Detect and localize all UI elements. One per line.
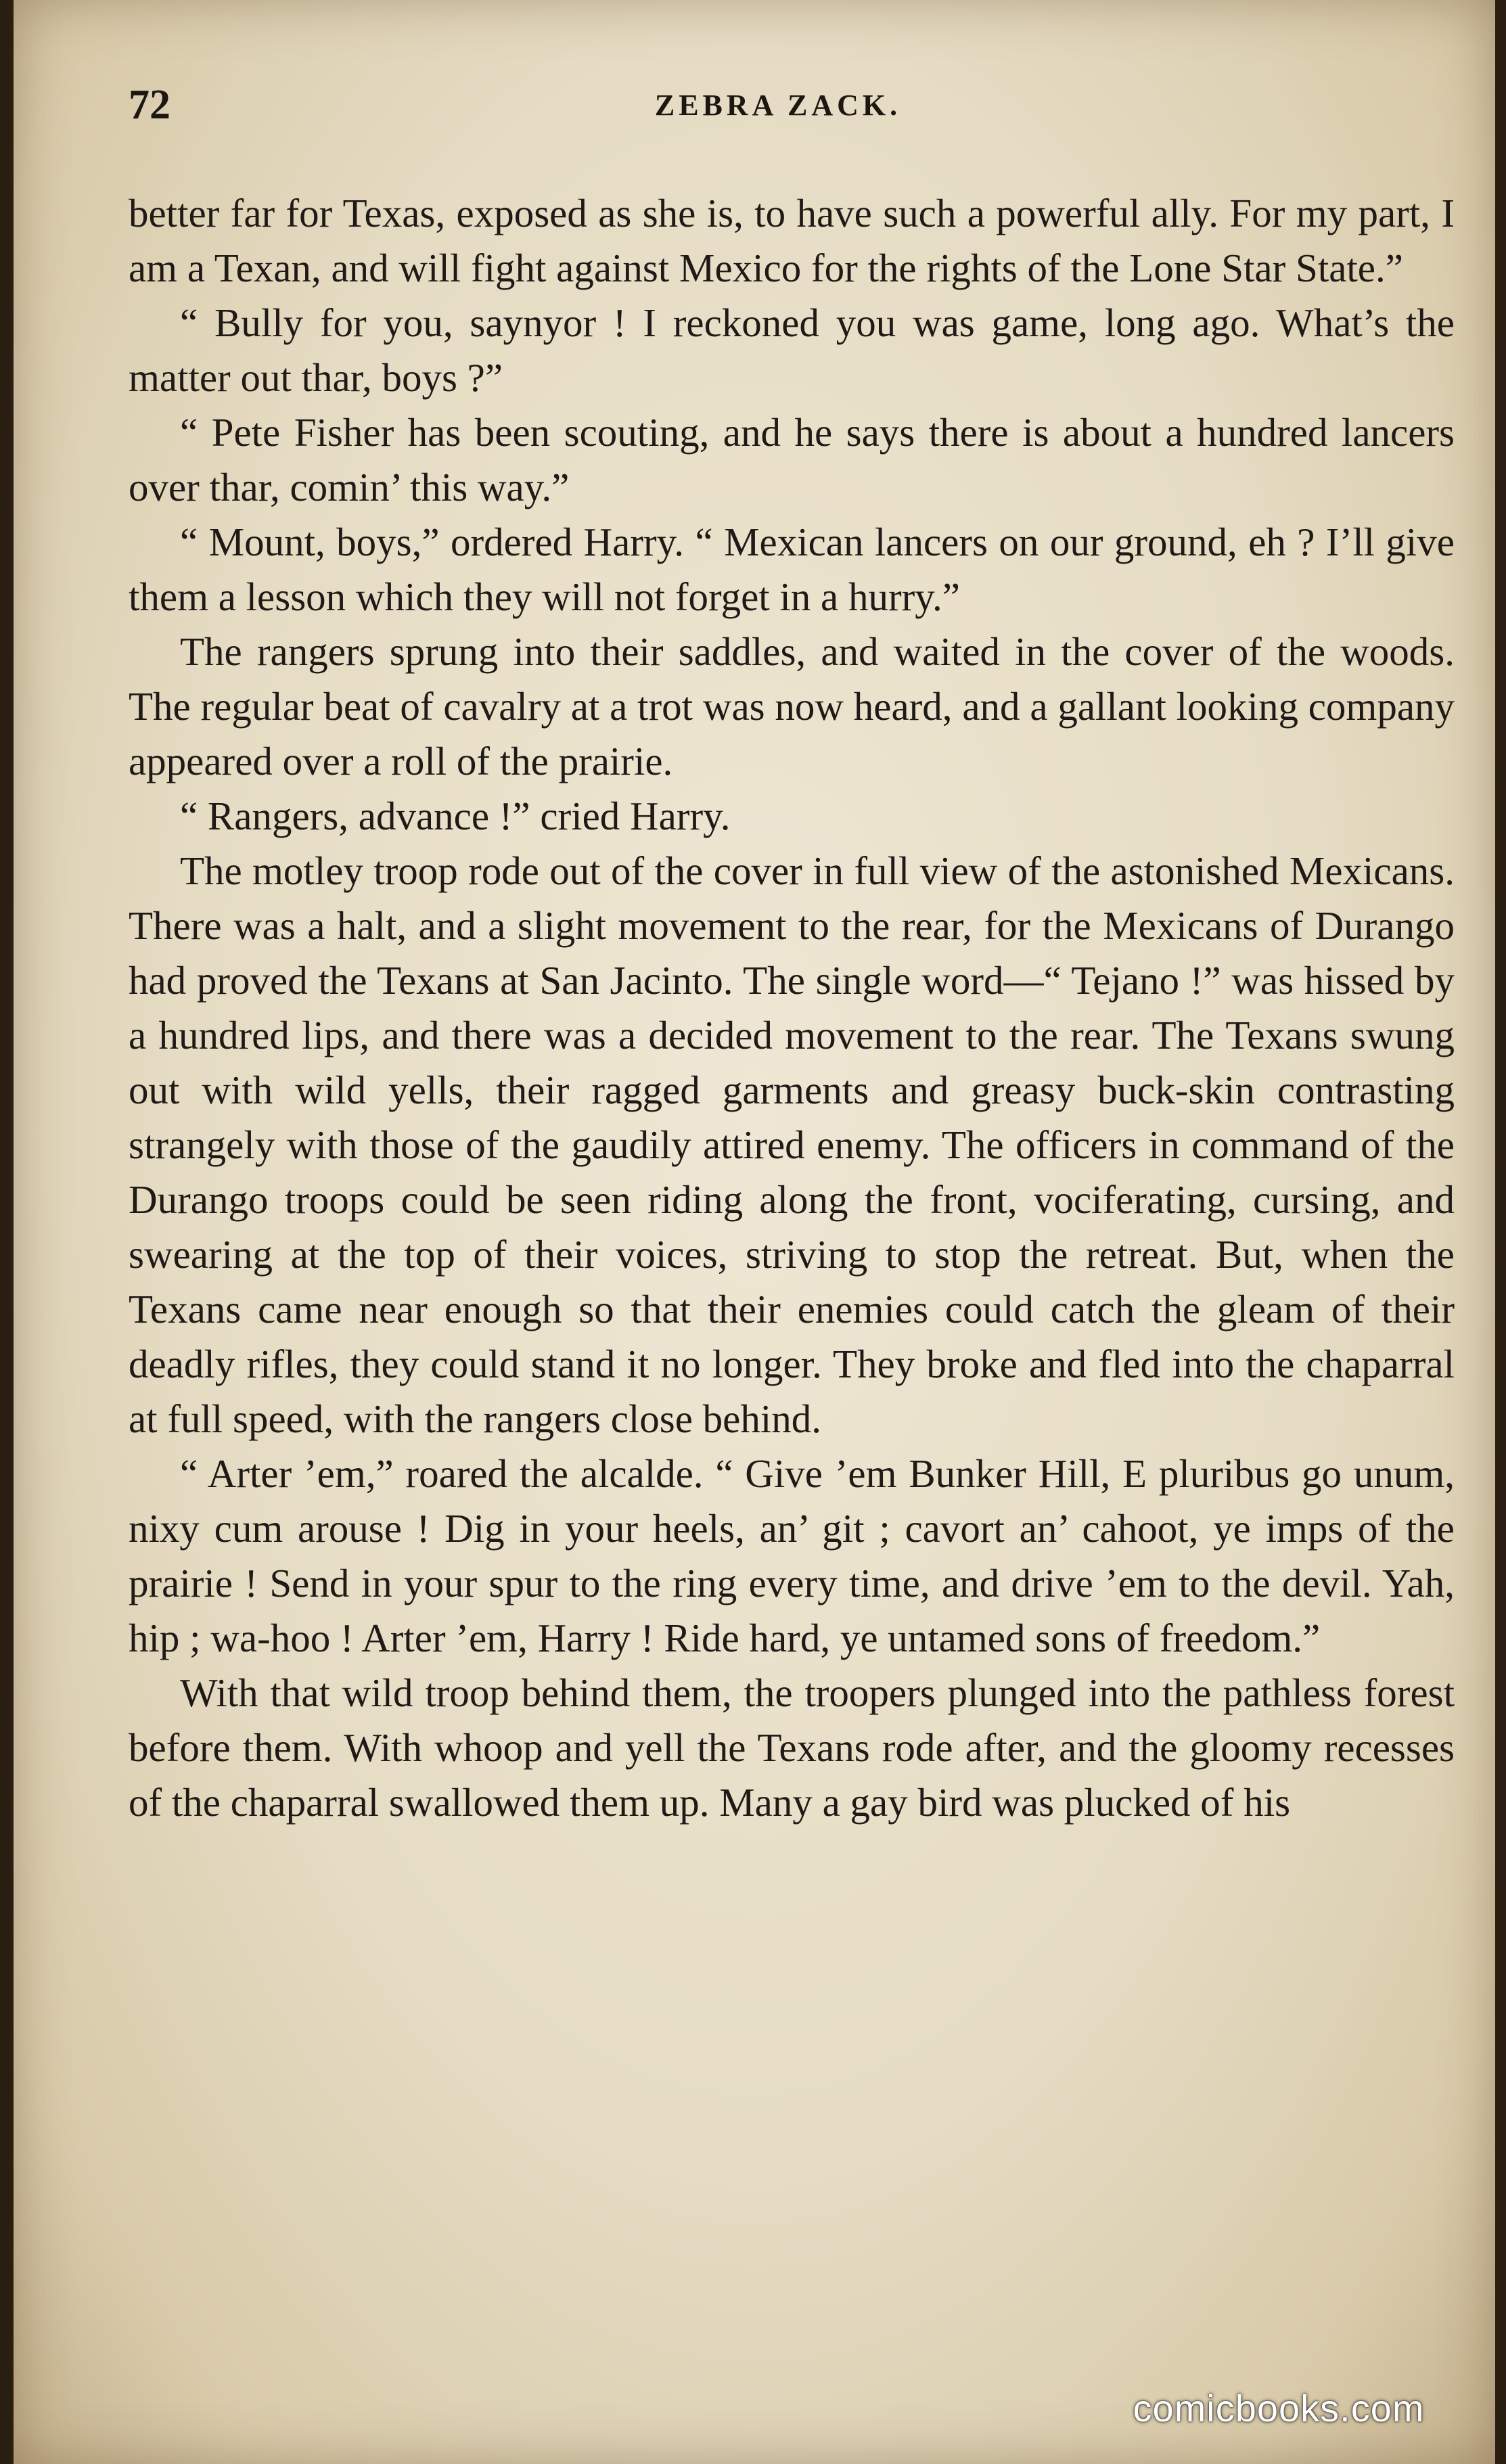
running-head: ZEBRA ZACK. bbox=[654, 89, 902, 122]
paragraph: The motley troop rode out of the cover in full view of the astonished Mexicans. There was a halt, and a slight movement to the rear, for the Mexicans of Durango had proved the Texans at San Jacinto. The single word—“ Tejano !” was hissed by a hundred lips, and there was a decided movement to the rear. The Texans swung out with wild yells, their ragged garments and greasy buck-skin contrasting strangely with those of the gaudily attired enemy. The officers in command of the Durango troops could be seen riding along the front, vociferating, cursing, and swearing at the top of their voices, striving to stop the retreat. But, when the Texans came near enough so that their enemies could catch the gleam of their deadly rifles, they could stand it no longer. They broke and fled into the chaparral at full speed, with the rangers close behind. bbox=[129, 848, 1455, 1441]
paragraph: “ Bully for you, saynyor ! I reckoned you was game, long ago. What’s the matter out thar, boys ?” bbox=[129, 300, 1455, 400]
watermark: comicbooks.com bbox=[1133, 2386, 1425, 2429]
paragraph: “ Arter ’em,” roared the alcalde. “ Give ’em Bunker Hill, E pluribus go unum, nixy cum arouse ! Dig in your heels, an’ git ; cavort an’ cahoot, ye imps of the prairie ! Send in your spur to the ring every time, and drive ’em to the devil. Yah, hip ; wa-hoo ! Arter ’em, Harry ! Ride hard, ye untamed sons of freedom.” bbox=[129, 1451, 1455, 1660]
paragraph: “ Rangers, advance !” cried Harry. bbox=[180, 794, 731, 838]
book-page bbox=[14, 0, 1495, 2464]
page-number: 72 bbox=[129, 82, 170, 128]
paragraph: better far for Texas, exposed as she is, to have such a powerful ally. For my part, I am a Texan, and will fight against Mexico for the rights of the Lone Star State.” bbox=[129, 191, 1455, 290]
paragraph: “ Mount, boys,” ordered Harry. “ Mexican lancers on our ground, eh ? I’ll give them a lesson which they will not forget in a hurry.” bbox=[129, 520, 1455, 619]
paragraph: “ Pete Fisher has been scouting, and he says there is about a hundred lancers over thar, comin’ this way.” bbox=[129, 410, 1455, 509]
body-text bbox=[129, 186, 1455, 1830]
paragraph: With that wild troop behind them, the troopers plunged into the pathless forest before them. With whoop and yell the Texans rode after, and the gloomy recesses of the chaparral swallowed them up. Many a gay bird was plucked of his bbox=[129, 1670, 1455, 1825]
paragraph: The rangers sprung into their saddles, and waited in the cover of the woods. The regular beat of cavalry at a trot was now heard, and a gallant looking company appeared over a roll of the prairie. bbox=[129, 629, 1455, 783]
page-header bbox=[115, 81, 1441, 135]
